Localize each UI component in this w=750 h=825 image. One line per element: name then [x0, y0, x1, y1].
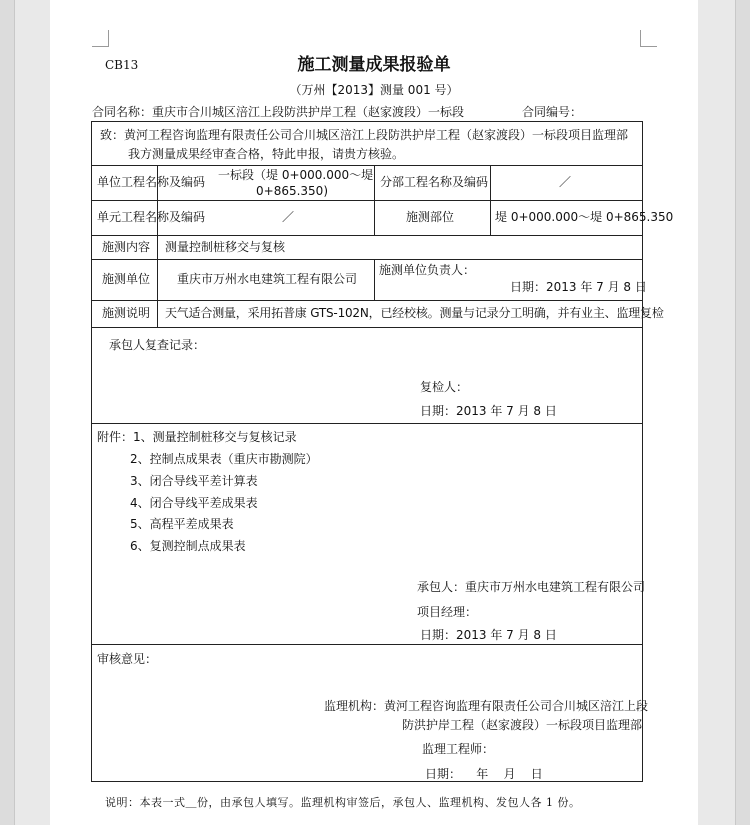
footer-note: 说明：本表一式＿份，由承包人填写。监理机构审签后，承包人、监理机构、发包人各 1 份。: [105, 796, 581, 809]
contractor-date: 日期：2013 年 7 月 8 日: [420, 628, 557, 642]
attachment-item: 5、高程平差成果表: [130, 517, 234, 531]
survey-unit-label: 施测单位: [102, 272, 151, 286]
row-divider: [92, 200, 642, 201]
inspection-form-table: [91, 121, 674, 782]
column-divider: [374, 165, 375, 235]
document-title: 施工测量成果报验单: [297, 55, 451, 75]
supervisor-org-line2: 防洪护岸工程（赵家渡段）一标段项目监理部: [402, 718, 643, 732]
row-divider: [92, 327, 642, 328]
attachment-item: 6、复测控制点成果表: [130, 539, 246, 553]
right-scroll-area[interactable]: [735, 0, 750, 825]
contractor-label: 承包人：重庆市万州水电建筑工程有限公司: [417, 580, 646, 594]
form-code: CB13: [105, 58, 139, 72]
supervisor-engineer-label: 监理工程师：: [422, 742, 495, 756]
row-divider: [92, 644, 642, 645]
survey-lead-date: 日期：2013 年 7 月 8 日: [510, 280, 647, 294]
contract-number: 合同编号：: [522, 105, 583, 119]
rechecker-label: 复检人：: [420, 380, 469, 394]
request-line: 我方测量成果经审查合格，特此申报，请贵方核验。: [128, 147, 405, 161]
left-scroll-area: [0, 0, 15, 825]
supervisor-org-line1: 监理机构：黄河工程咨询监理有限责任公司合川城区涪江上段: [324, 699, 649, 713]
row-divider: [92, 235, 642, 236]
unit-project-value-line1: 一标段（堤 0+000.000～堤: [218, 168, 374, 182]
column-divider: [374, 259, 375, 300]
column-divider: [490, 165, 491, 235]
row-divider: [92, 300, 642, 301]
recheck-record-label: 承包人复查记录：: [109, 338, 206, 352]
recheck-date: 日期：2013 年 7 月 8 日: [420, 404, 557, 418]
unit-project-label: 单位工程名称及编码: [97, 175, 206, 189]
survey-location-label: 施测部位: [406, 210, 455, 224]
survey-note-value: 天气适合测量，采用拓普康 GTS-102N，已经校核。测量与记录分工明确，并有业主、监理复检: [165, 306, 664, 320]
addressee-line: 致：黄河工程咨询监理有限责任公司合川城区涪江上段防洪护岸工程（赵家渡段）一标段项目监理部: [100, 128, 629, 142]
document-number: （万州【2013】测量 001 号）: [289, 83, 459, 97]
row-divider: [92, 259, 642, 260]
crop-mark-top-right: [640, 30, 657, 47]
unit-project-value-line2: 0+865.350): [256, 184, 328, 198]
sub-project-label: 分部工程名称及编码: [380, 175, 489, 189]
project-manager-label: 项目经理：: [417, 605, 478, 619]
element-project-value: ／: [282, 210, 295, 224]
supervisor-date: 日期： 年 月 日: [425, 767, 543, 781]
survey-note-label: 施测说明: [102, 306, 151, 320]
element-project-label: 单元工程名称及编码: [97, 210, 206, 224]
review-opinion-label: 审核意见：: [97, 652, 158, 666]
survey-lead-label: 施测单位负责人：: [379, 263, 476, 277]
row-divider: [92, 423, 642, 424]
survey-content-label: 施测内容: [102, 240, 151, 254]
survey-content-value: 测量控制桩移交与复核: [165, 240, 286, 254]
attachment-item: 4、闭合导线平差成果表: [130, 496, 258, 510]
document-page: [50, 0, 698, 825]
survey-location-value: 堤 0+000.000～堤 0+865.350: [495, 210, 674, 224]
attachment-item: 附件：1、测量控制桩移交与复核记录: [97, 430, 297, 444]
attachment-item: 2、控制点成果表（重庆市勘测院）: [130, 452, 318, 466]
sub-project-value: ／: [559, 175, 572, 189]
crop-mark-top-left: [92, 30, 109, 47]
contract-name: 合同名称：重庆市合川城区涪江上段防洪护岸工程（赵家渡段）一标段: [92, 105, 465, 119]
row-divider: [92, 165, 642, 166]
attachment-item: 3、闭合导线平差计算表: [130, 474, 258, 488]
survey-unit-value: 重庆市万州水电建筑工程有限公司: [177, 272, 358, 286]
